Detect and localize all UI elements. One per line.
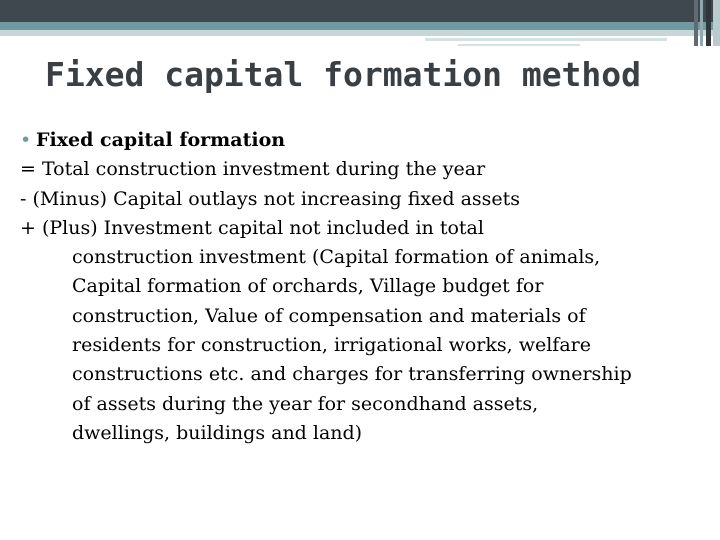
continuation-line: Capital formation of orchards, Village budget for (72, 275, 544, 298)
continuation-line: constructions etc. and charges for transferring ownership (72, 363, 632, 386)
header-band-light (0, 30, 720, 36)
continuation-line: construction investment (Capital formation of animals, (72, 246, 601, 269)
continuation-line: residents for construction, irrigational works, welfare (72, 334, 591, 357)
header-accent-line (425, 38, 667, 41)
header-accent-line-short (458, 44, 580, 46)
corner-stripe (694, 0, 698, 46)
formula-line-plus: + (Plus) Investment capital not included in total (20, 216, 484, 239)
slide-title: Fixed capital formation method (45, 55, 642, 94)
continuation-line: construction, Value of compensation and materials of (72, 304, 586, 327)
formula-line-equals: = Total construction investment during the year (20, 158, 486, 181)
corner-stripe (713, 0, 720, 46)
continuation-line: of assets during the year for secondhand assets, (72, 392, 539, 415)
bullet-dot-icon: • (20, 129, 32, 151)
formula-line-minus: - (Minus) Capital outlays not increasing fixed assets (20, 187, 521, 210)
header-band-dark (0, 0, 720, 22)
continuation-line: dwellings, buildings and land) (72, 421, 363, 444)
slide-body (20, 126, 690, 448)
corner-stripe (706, 0, 711, 46)
corner-stripe (700, 0, 703, 46)
header-band-teal (0, 22, 720, 30)
bullet-heading: Fixed capital formation (36, 129, 286, 151)
bullet-item (20, 126, 690, 155)
